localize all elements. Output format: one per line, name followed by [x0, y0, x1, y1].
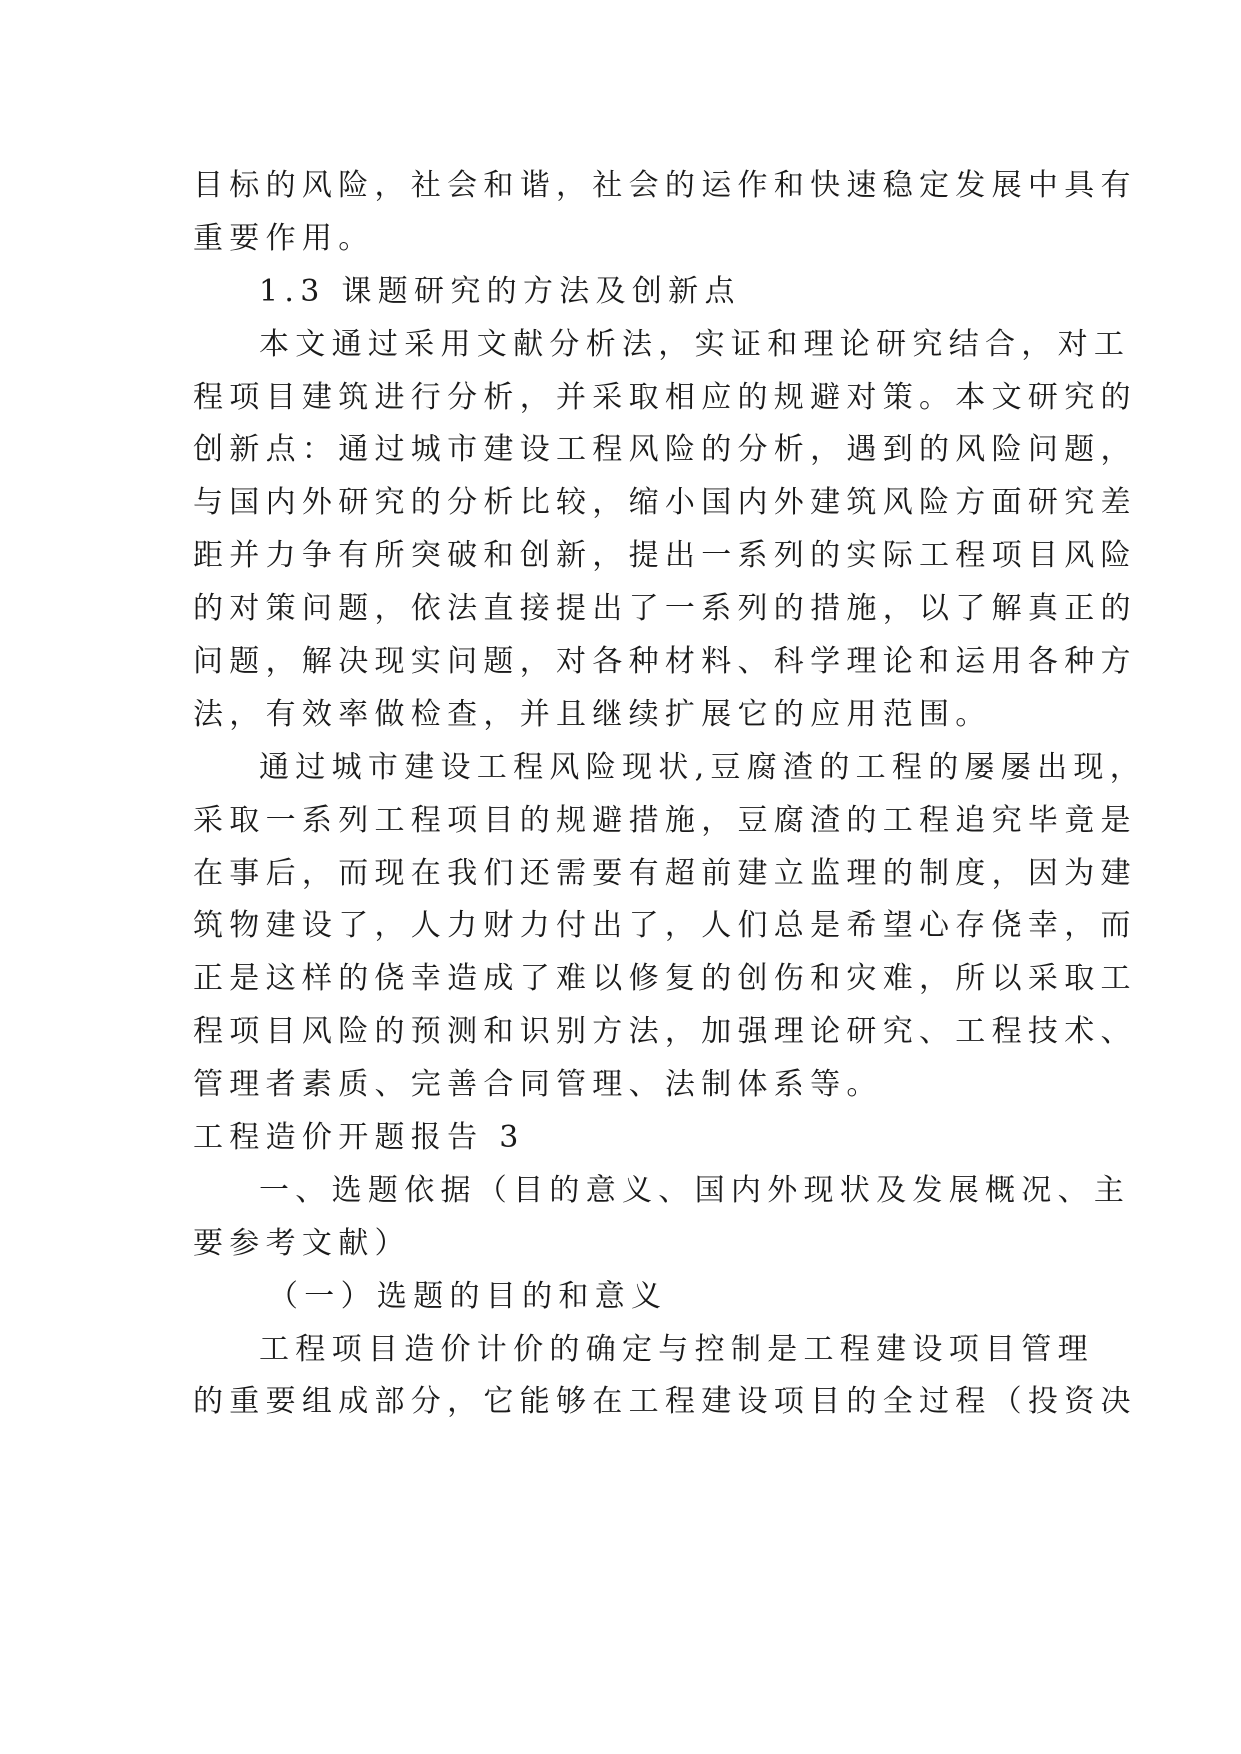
- text-line: 问题，解决现实问题，对各种材料、科学理论和运用各种方: [193, 644, 1137, 680]
- text-line: 管理者素质、完善合同管理、法制体系等。: [193, 1067, 883, 1103]
- text-line: 本文通过采用文献分析法，实证和理论研究结合，对工: [259, 326, 1131, 362]
- section-heading: 一、选题依据（目的意义、国内外现状及发展概况、主: [259, 1172, 1131, 1208]
- text-line: 程项目建筑进行分析，并采取相应的规避对策。本文研究的: [193, 379, 1137, 415]
- text-line: 工程项目造价计价的确定与控制是工程建设项目管理: [259, 1331, 1094, 1367]
- subsection-heading: （一）选题的目的和意义: [268, 1278, 668, 1314]
- text-line: 与国内外研究的分析比较，缩小国内外建筑风险方面研究差: [193, 485, 1137, 521]
- text-line: 法，有效率做检查，并且继续扩展它的应用范围。: [193, 696, 992, 732]
- text-line: 创新点：通过城市建设工程风险的分析，遇到的风险问题，: [193, 432, 1137, 468]
- text-line: 的重要组成部分，它能够在工程建设项目的全过程（投资决: [193, 1384, 1137, 1420]
- text-line: 正是这样的侥幸造成了难以修复的创伤和灾难，所以采取工: [193, 961, 1137, 997]
- text-line: 目标的风险，社会和谐，社会的运作和快速稳定发展中具有: [193, 168, 1137, 203]
- text-line: 重要作用。: [193, 220, 375, 256]
- document-body: [193, 160, 1147, 1429]
- text-line: 采取一系列工程项目的规避措施，豆腐渣的工程追究毕竟是: [193, 802, 1137, 838]
- text-line: 通过城市建设工程风险现状,豆腐渣的工程的屡屡出现，: [259, 749, 1147, 785]
- text-line: 在事后，而现在我们还需要有超前建立监理的制度，因为建: [193, 855, 1137, 891]
- text-line: 筑物建设了，人力财力付出了，人们总是希望心存侥幸，而: [193, 908, 1137, 944]
- text-line: 距并力争有所突破和创新，提出一系列的实际工程项目风险: [193, 538, 1137, 574]
- text-line: 要参考文献）: [193, 1225, 411, 1261]
- document-title: 工程造价开题报告 3: [193, 1120, 525, 1156]
- section-heading: 1.3 课题研究的方法及创新点: [259, 273, 741, 309]
- text-line: 程项目风险的预测和识别方法，加强理论研究、工程技术、: [193, 1014, 1137, 1050]
- text-line: 的对策问题，依法直接提出了一系列的措施，以了解真正的: [193, 591, 1137, 627]
